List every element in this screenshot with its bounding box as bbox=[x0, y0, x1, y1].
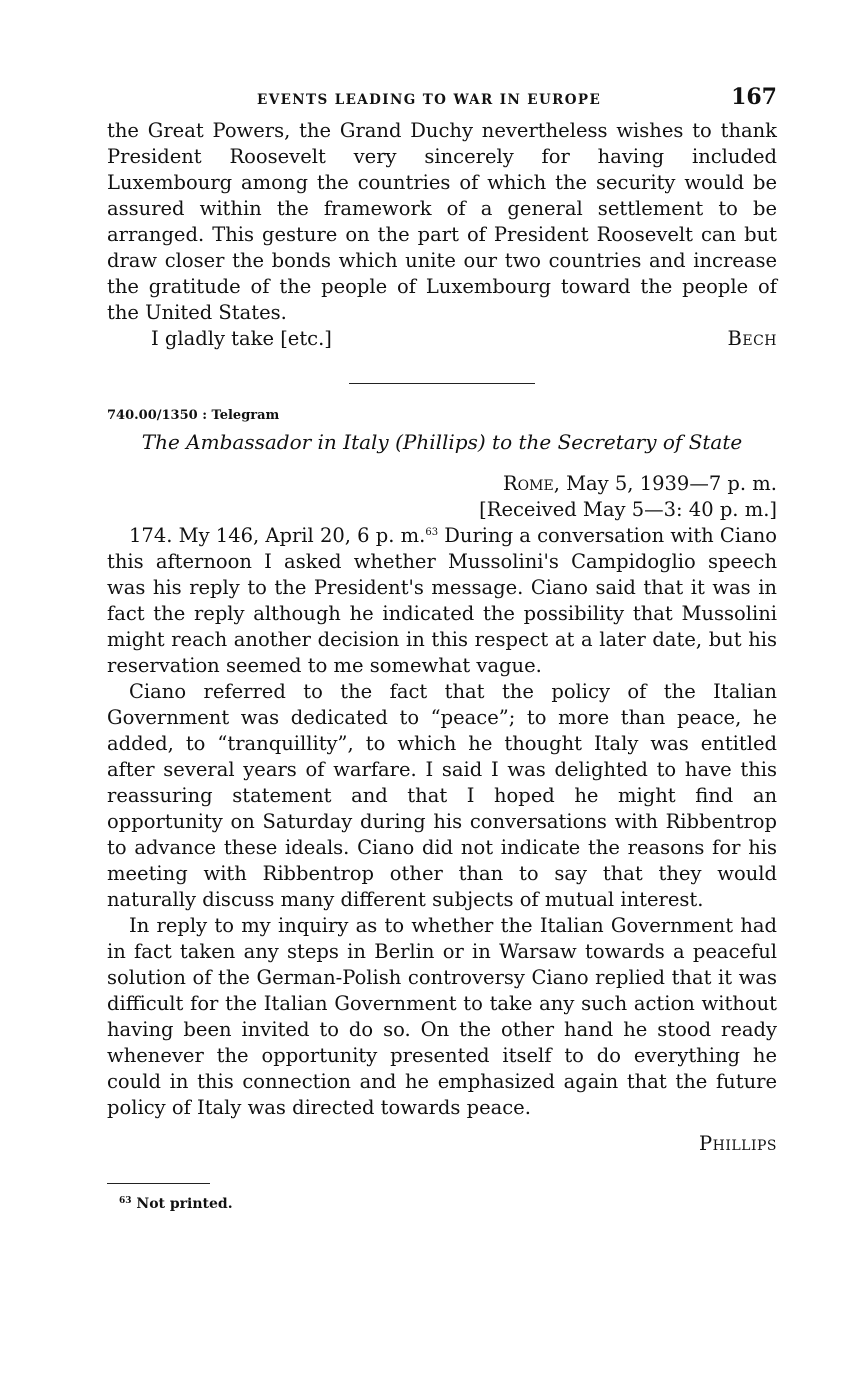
running-head: EVENTS LEADING TO WAR IN EUROPE bbox=[257, 92, 602, 108]
paragraph-2: Ciano referred to the fact that the policy of the Italian Government was dedicated to “peace”; to more than peace, he added, to “tranquillity”, to which he thought Italy was entitled after several years of warfare. I said I was delighted to have this reassuring statement and that I hoped he might find an opportunity on Saturday during his conversations with Ribbentrop to advance these ideals. Ciano did not indicate the reasons for his meeting with Ribbentrop other than to say that they would naturally discuss many different subjects of mutual interest. bbox=[107, 680, 777, 911]
page-header bbox=[107, 84, 777, 118]
continuation-paragraph: the Great Powers, the Grand Duchy nevertheless wishes to thank President Roosevelt very sincerely for having included Luxembourg among the countries of which the security would be assured within the framework of a general settlement to be arranged. This gesture on the part of President Roosevelt can but draw closer the bonds which unite our two countries and increase the gratitude of the people of Luxembourg toward the people of the United States. bbox=[107, 119, 777, 324]
footnote-divider bbox=[107, 1183, 210, 1184]
paragraph-3: In reply to my inquiry as to whether the Italian Government had in fact taken any steps in Berlin or in Warsaw towards a peaceful solution of the German-Polish controversy Ciano replied that it was difficult for the Italian Government to take any such action without having been invited to do so. On the other hand he stood ready whenever the opportunity presented itself to do everything he could in this connection and he emphasized again that the future policy of Italy was directed towards peace. bbox=[107, 914, 777, 1119]
footnote bbox=[119, 1196, 777, 1212]
file-number: 740.00/1350 : Telegram bbox=[107, 408, 280, 423]
dateline-place: Rome bbox=[502, 472, 554, 495]
received-line: [Received May 5—3: 40 p. m.] bbox=[479, 498, 777, 521]
paragraph-1-rest: During a conversation with Ciano this afternoon I asked whether Mussolini's Campidoglio speech was his reply to the President's message. Ciano said that it was in fact the reply although he indicated the possibility that Mussolini might reach another decision in this respect at a later date, but his reservation seemed to me somewhat vague. bbox=[107, 524, 778, 677]
paragraph-1 bbox=[107, 523, 777, 679]
page bbox=[107, 84, 777, 1212]
section-divider bbox=[349, 383, 535, 384]
footnote-marker: 63 bbox=[119, 1196, 132, 1206]
footnote-ref: 63 bbox=[425, 527, 439, 538]
dateline-date: , May 5, 1939—7 p. m. bbox=[553, 472, 777, 495]
closing-formula: I gladly take [etc.] bbox=[151, 327, 332, 350]
signature-bech: Bech bbox=[727, 327, 777, 350]
continuation-closing-line bbox=[107, 326, 777, 352]
paragraph-1-start: 174. My 146, April 20, 6 p. m. bbox=[129, 524, 426, 547]
continuation-section bbox=[107, 118, 777, 352]
footnote-text: Not printed. bbox=[136, 1196, 233, 1212]
signature-phillips: Phillips bbox=[699, 1132, 777, 1155]
telegram-body bbox=[107, 523, 777, 1121]
dateline bbox=[107, 471, 777, 497]
document-title: The Ambassador in Italy (Phillips) to the Secretary of State bbox=[141, 430, 743, 454]
page-number: 167 bbox=[731, 84, 777, 110]
